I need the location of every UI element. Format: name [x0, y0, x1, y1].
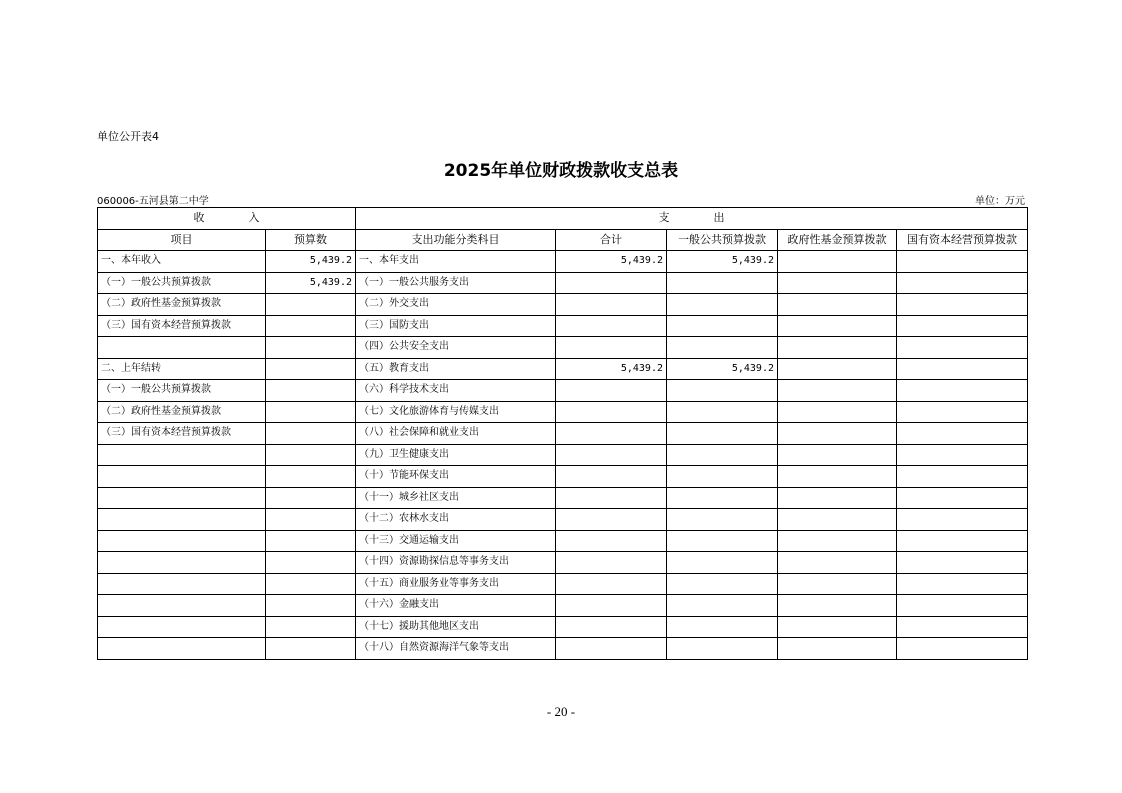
cell-general	[667, 595, 778, 617]
cell-total	[556, 487, 667, 509]
cell-general: 5,439.2	[667, 251, 778, 273]
cell-function: （九）卫生健康支出	[356, 444, 556, 466]
cell-budget: 5,439.2	[266, 251, 356, 273]
cell-function: （三）国防支出	[356, 315, 556, 337]
cell-item	[98, 530, 266, 552]
cell-state	[897, 509, 1028, 531]
cell-state	[897, 337, 1028, 359]
cell-state	[897, 638, 1028, 660]
cell-general	[667, 530, 778, 552]
organization-label: 060006-五河县第二中学	[97, 196, 209, 207]
table-row	[98, 638, 1028, 660]
cell-total	[556, 315, 667, 337]
cell-function: （十）节能环保支出	[356, 466, 556, 488]
table-row	[98, 444, 1028, 466]
cell-function: （十六）金融支出	[356, 595, 556, 617]
col-header-fund: 政府性基金预算拨款	[778, 229, 897, 251]
cell-state	[897, 358, 1028, 380]
cell-general	[667, 423, 778, 445]
cell-general	[667, 272, 778, 294]
table-row	[98, 466, 1028, 488]
cell-state	[897, 552, 1028, 574]
cell-item	[98, 552, 266, 574]
cell-total	[556, 401, 667, 423]
table-row	[98, 358, 1028, 380]
cell-function: 一、本年支出	[356, 251, 556, 273]
cell-function: （五）教育支出	[356, 358, 556, 380]
cell-fund	[778, 251, 897, 273]
cell-function: （十一）城乡社区支出	[356, 487, 556, 509]
cell-function: （十七）援助其他地区支出	[356, 616, 556, 638]
cell-item	[98, 466, 266, 488]
cell-function: （七）文化旅游体育与传媒支出	[356, 401, 556, 423]
unit-label: 单位：万元	[975, 196, 1025, 207]
page-title: 2025年单位财政拨款收支总表	[443, 161, 679, 181]
cell-general	[667, 487, 778, 509]
cell-total: 5,439.2	[556, 358, 667, 380]
cell-general	[667, 466, 778, 488]
col-header-general: 一般公共预算拨款	[667, 229, 778, 251]
table-row	[98, 337, 1028, 359]
table-row	[98, 616, 1028, 638]
cell-function: （十三）交通运输支出	[356, 530, 556, 552]
cell-item	[98, 638, 266, 660]
cell-total: 5,439.2	[556, 251, 667, 273]
cell-fund	[778, 573, 897, 595]
cell-function: （四）公共安全支出	[356, 337, 556, 359]
cell-state	[897, 487, 1028, 509]
cell-total	[556, 573, 667, 595]
cell-item	[98, 337, 266, 359]
cell-fund	[778, 315, 897, 337]
table-row	[98, 401, 1028, 423]
cell-general	[667, 315, 778, 337]
cell-item	[98, 444, 266, 466]
cell-fund	[778, 358, 897, 380]
cell-state	[897, 423, 1028, 445]
table-row	[98, 509, 1028, 531]
page-number: - 20 -	[546, 704, 576, 719]
table-row	[98, 423, 1028, 445]
cell-total	[556, 380, 667, 402]
cell-budget	[266, 315, 356, 337]
cell-state	[897, 444, 1028, 466]
cell-function: （二）外交支出	[356, 294, 556, 316]
cell-fund	[778, 638, 897, 660]
cell-general	[667, 444, 778, 466]
cell-general	[667, 509, 778, 531]
cell-general	[667, 401, 778, 423]
cell-fund	[778, 380, 897, 402]
header-row-columns	[98, 229, 1028, 251]
cell-fund	[778, 423, 897, 445]
cell-budget	[266, 573, 356, 595]
cell-budget	[266, 380, 356, 402]
cell-state	[897, 272, 1028, 294]
cell-budget	[266, 638, 356, 660]
col-header-function: 支出功能分类科目	[356, 229, 556, 251]
cell-budget	[266, 466, 356, 488]
table-row	[98, 315, 1028, 337]
cell-function: （六）科学技术支出	[356, 380, 556, 402]
table-row	[98, 251, 1028, 273]
cell-total	[556, 423, 667, 445]
cell-general	[667, 552, 778, 574]
cell-budget	[266, 509, 356, 531]
cell-budget	[266, 444, 356, 466]
col-header-budget: 预算数	[266, 229, 356, 251]
cell-fund	[778, 466, 897, 488]
cell-item: 二、上年结转	[98, 358, 266, 380]
cell-total	[556, 509, 667, 531]
cell-budget	[266, 423, 356, 445]
cell-total	[556, 294, 667, 316]
cell-item: （三）国有资本经营预算拨款	[98, 423, 266, 445]
cell-fund	[778, 401, 897, 423]
cell-state	[897, 251, 1028, 273]
cell-total	[556, 466, 667, 488]
col-header-item: 项目	[98, 229, 266, 251]
cell-function: （十五）商业服务业等事务支出	[356, 573, 556, 595]
header-row-group	[98, 208, 1028, 230]
col-header-total: 合计	[556, 229, 667, 251]
cell-total	[556, 444, 667, 466]
cell-state	[897, 380, 1028, 402]
cell-item	[98, 509, 266, 531]
col-header-state: 国有资本经营预算拨款	[897, 229, 1028, 251]
form-label: 单位公开表4	[97, 130, 159, 143]
table-row	[98, 380, 1028, 402]
cell-budget	[266, 358, 356, 380]
income-header: 收 入	[98, 208, 356, 230]
cell-budget	[266, 487, 356, 509]
cell-fund	[778, 272, 897, 294]
cell-state	[897, 466, 1028, 488]
cell-item: 一、本年收入	[98, 251, 266, 273]
cell-state	[897, 401, 1028, 423]
cell-fund	[778, 595, 897, 617]
cell-item	[98, 573, 266, 595]
cell-general	[667, 573, 778, 595]
cell-fund	[778, 294, 897, 316]
table-row	[98, 487, 1028, 509]
cell-item: （二）政府性基金预算拨款	[98, 294, 266, 316]
cell-function: （十八）自然资源海洋气象等支出	[356, 638, 556, 660]
cell-item: （三）国有资本经营预算拨款	[98, 315, 266, 337]
table-row	[98, 530, 1028, 552]
cell-budget	[266, 337, 356, 359]
cell-item	[98, 595, 266, 617]
cell-total	[556, 638, 667, 660]
cell-total	[556, 337, 667, 359]
cell-function: （十二）农林水支出	[356, 509, 556, 531]
cell-fund	[778, 530, 897, 552]
cell-total	[556, 595, 667, 617]
cell-total	[556, 530, 667, 552]
table-row	[98, 294, 1028, 316]
cell-state	[897, 294, 1028, 316]
cell-budget: 5,439.2	[266, 272, 356, 294]
cell-state	[897, 315, 1028, 337]
cell-fund	[778, 444, 897, 466]
cell-function: （八）社会保障和就业支出	[356, 423, 556, 445]
expense-header: 支 出	[356, 208, 1028, 230]
cell-budget	[266, 595, 356, 617]
cell-item: （一）一般公共预算拨款	[98, 272, 266, 294]
cell-budget	[266, 530, 356, 552]
cell-total	[556, 272, 667, 294]
table-row	[98, 552, 1028, 574]
cell-fund	[778, 616, 897, 638]
cell-item: （一）一般公共预算拨款	[98, 380, 266, 402]
cell-general	[667, 616, 778, 638]
cell-total	[556, 616, 667, 638]
budget-table	[97, 207, 1028, 660]
cell-budget	[266, 552, 356, 574]
cell-fund	[778, 337, 897, 359]
cell-fund	[778, 552, 897, 574]
cell-item	[98, 616, 266, 638]
table-row	[98, 573, 1028, 595]
cell-general: 5,439.2	[667, 358, 778, 380]
cell-budget	[266, 616, 356, 638]
cell-item	[98, 487, 266, 509]
cell-state	[897, 595, 1028, 617]
cell-state	[897, 616, 1028, 638]
cell-item: （二）政府性基金预算拨款	[98, 401, 266, 423]
table-row	[98, 272, 1028, 294]
cell-state	[897, 530, 1028, 552]
cell-general	[667, 380, 778, 402]
cell-state	[897, 573, 1028, 595]
cell-fund	[778, 509, 897, 531]
cell-total	[556, 552, 667, 574]
cell-general	[667, 638, 778, 660]
cell-budget	[266, 294, 356, 316]
cell-function: （十四）资源勘探信息等事务支出	[356, 552, 556, 574]
cell-budget	[266, 401, 356, 423]
cell-fund	[778, 487, 897, 509]
cell-general	[667, 337, 778, 359]
cell-general	[667, 294, 778, 316]
cell-function: （一）一般公共服务支出	[356, 272, 556, 294]
table-row	[98, 595, 1028, 617]
